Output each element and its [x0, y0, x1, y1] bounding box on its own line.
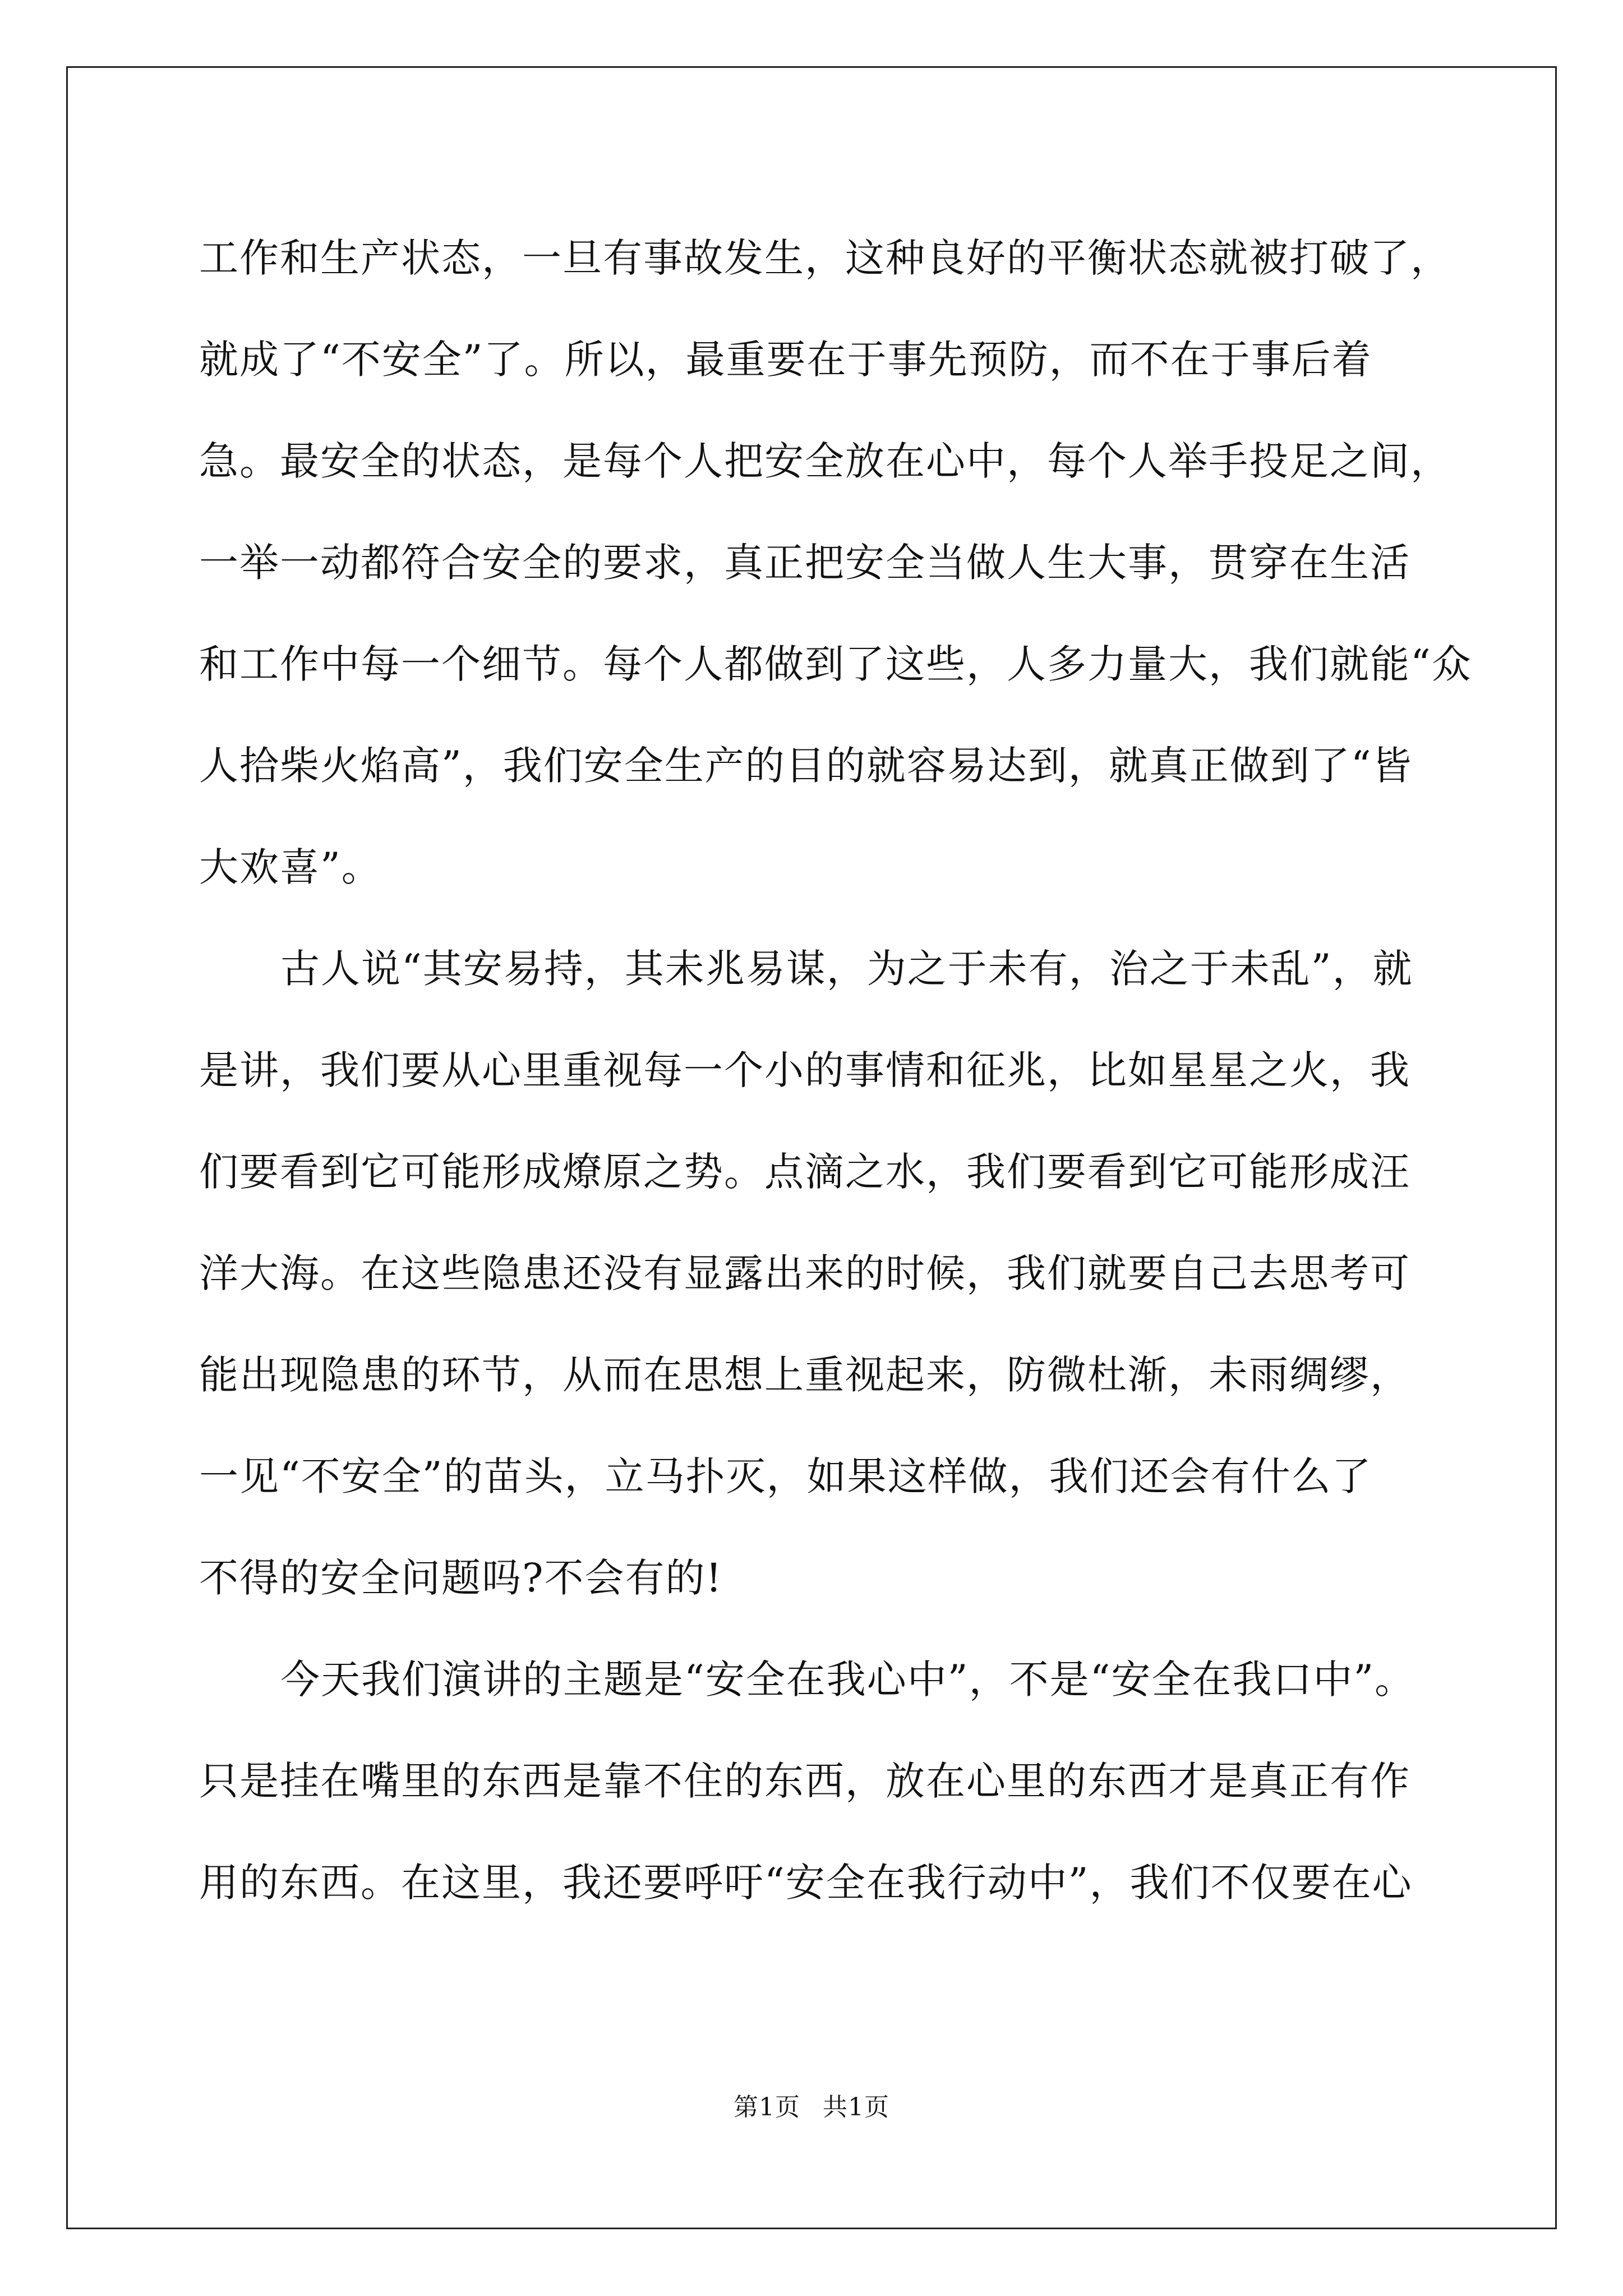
text-line: 人拾柴火焰高”，我们安全生产的目的就容易达到，就真正做到了“皆: [199, 743, 1413, 789]
text-line: 今天我们演讲的主题是“安全在我心中”，不是“安全在我口中”。: [280, 1657, 1415, 1703]
text-line: 一举一动都符合安全的要求，真正把安全当做人生大事，贯穿在生活: [199, 540, 1410, 586]
text-line: 用的东西。在这里，我还要呼吁“安全在我行动中”，我们不仅要在心: [199, 1860, 1413, 1906]
text-line: 只是挂在嘴里的东西是靠不住的东西，放在心里的东西才是真正有作: [199, 1758, 1410, 1804]
text-line: 就成了“不安全”了。所以，最重要在于事先预防，而不在于事后着: [199, 337, 1372, 383]
text-line: 工作和生产状态，一旦有事故发生，这种良好的平衡状态就被打破了，: [199, 235, 1451, 281]
paragraph: [199, 208, 1472, 918]
text-line: 急。最安全的状态，是每个人把安全放在心中，每个人举手投足之间，: [199, 438, 1451, 484]
text-line: 一见“不安全”的苗头，立马扑灭，如果这样做，我们还会有什么了: [199, 1453, 1372, 1499]
document-body: [199, 208, 1472, 1934]
text-line: 们要看到它可能形成燎原之势。点滴之水，我们要看到它可能形成汪: [199, 1149, 1410, 1195]
text-line: 是讲，我们要从心里重视每一个小的事情和征兆，比如星星之火，我: [199, 1047, 1410, 1093]
paragraph: [199, 1629, 1428, 1934]
text-line: 洋大海。在这些隐患还没有显露出来的时候，我们就要自己去思考可: [199, 1250, 1410, 1296]
page-number: 第1页: [734, 2093, 800, 2122]
text-line: 不得的安全问题吗?不会有的!: [199, 1555, 723, 1601]
text-line: 和工作中每一个细节。每个人都做到了这些，人多力量大，我们就能“众: [199, 641, 1472, 687]
text-line: 能出现隐患的环节，从而在思想上重视起来，防微杜渐，未雨绸缪，: [199, 1352, 1410, 1398]
paragraph: [199, 918, 1428, 1629]
text-line: 古人说“其安易持，其未兆易谋，为之于未有，治之于未乱”，就: [280, 946, 1413, 992]
page-footer: [0, 2092, 1623, 2123]
text-line: 大欢喜”。: [199, 844, 382, 890]
page-total: 共1页: [823, 2093, 889, 2122]
